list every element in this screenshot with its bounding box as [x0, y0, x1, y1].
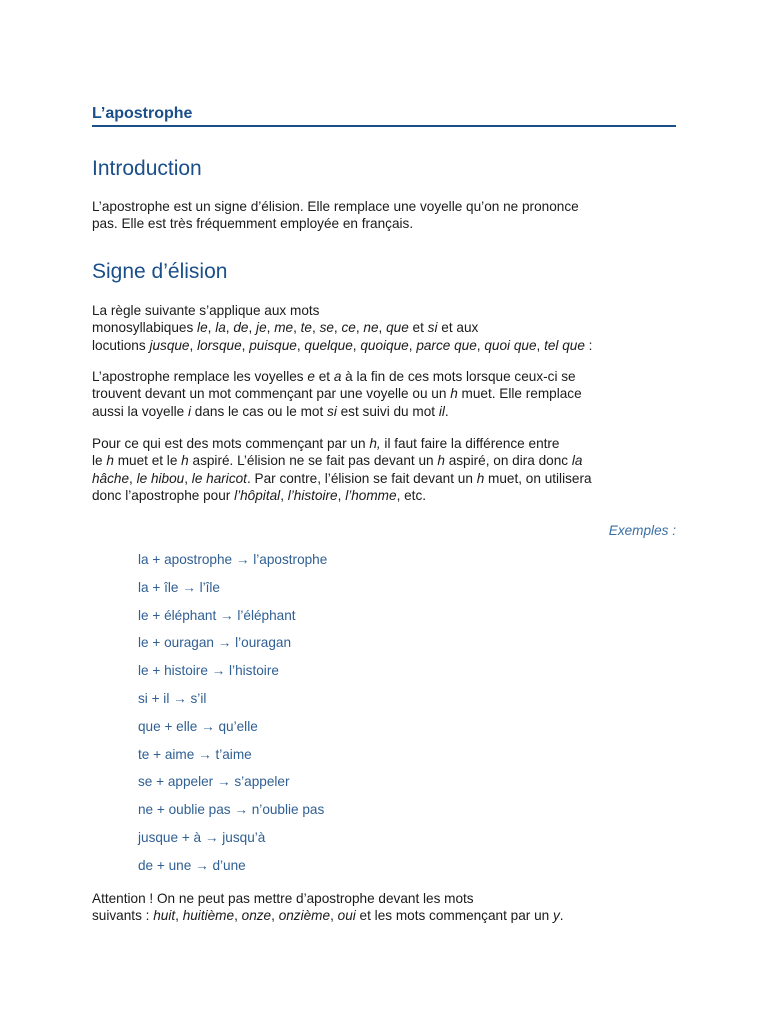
italic-text: huit — [153, 908, 176, 924]
examples-list — [138, 550, 327, 884]
text-run: , — [536, 337, 545, 353]
italic-text: quoique — [360, 337, 409, 353]
italic-text: h — [106, 453, 114, 469]
text-run: . — [444, 403, 449, 419]
text-run: , — [184, 470, 192, 486]
text-run: muet. Elle remplace — [457, 386, 582, 402]
text-run: locutions — [92, 337, 150, 353]
text-run: , — [408, 337, 417, 353]
text-run: suivants : — [92, 908, 154, 924]
attention-paragraph — [92, 890, 676, 925]
italic-text: h — [476, 470, 485, 486]
text-run: aspiré, on dira donc — [444, 453, 572, 469]
text-run: est suivi du mot — [336, 403, 439, 419]
italic-text: onzième — [278, 908, 331, 924]
text-run: . Par contre, l’élision se fait devant un — [246, 470, 477, 486]
text-run: il faut faire la différence entre — [380, 436, 560, 451]
text-run: Pour ce qui est des mots commençant par un — [92, 436, 370, 451]
italic-text: si — [427, 320, 438, 336]
italic-text: h, — [369, 436, 381, 451]
italic-text: hâche — [92, 470, 130, 486]
italic-text: l’homme — [345, 488, 397, 504]
text-run: , — [189, 337, 198, 353]
text-run: , — [248, 320, 257, 336]
italic-text: ne — [363, 320, 379, 336]
italic-text: puisque — [249, 337, 297, 353]
italic-text: quelque — [304, 337, 353, 353]
italic-text: parce que — [416, 337, 477, 353]
text-run: Attention ! On ne peut pas mettre d’apostrophe devant les mots — [92, 891, 474, 906]
italic-text: la — [571, 453, 583, 469]
text-run: , — [337, 488, 346, 504]
document-title: L’apostrophe — [92, 104, 676, 127]
text-run: , — [352, 337, 361, 353]
text-run: , — [296, 337, 305, 353]
italic-text: que — [386, 320, 409, 336]
example-item: le + éléphant → l’éléphant — [138, 607, 296, 623]
example-item: de + une → d’une — [138, 857, 246, 873]
italic-text: te — [300, 320, 312, 336]
italic-text: tel que — [544, 337, 585, 353]
text-run: et — [314, 369, 334, 384]
example-item: que + elle → qu’elle — [138, 718, 258, 734]
text-run: monosyllabiques — [92, 320, 198, 336]
text-run: , — [280, 488, 288, 504]
italic-text: a — [333, 369, 342, 384]
text-run: , — [175, 908, 183, 924]
example-item: te + aime → t’aime — [138, 746, 252, 762]
text-run: aspiré. L’élision ne se fait pas devant un — [188, 453, 438, 469]
text-run: , — [271, 908, 279, 924]
text-run: et aux — [437, 320, 479, 336]
italic-text: ce — [341, 320, 356, 336]
italic-text: si — [327, 403, 337, 419]
italic-text: e — [307, 369, 315, 384]
text-run: L’apostrophe remplace les voyelles — [92, 369, 308, 384]
example-item: se + appeler → s’appeler — [138, 774, 290, 790]
italic-text: y — [552, 908, 560, 924]
intro-paragraph — [92, 198, 676, 233]
italic-text: se — [319, 320, 334, 336]
text-run: L’apostrophe est un signe d’élision. Elle remplace une voyelle qu’on ne prononce — [92, 199, 579, 214]
text-run: et les mots commençant par un — [355, 908, 553, 924]
text-run: , — [355, 320, 364, 336]
text-run: dans le cas ou le mot — [191, 403, 328, 419]
rule-paragraph — [92, 302, 676, 354]
example-item: le + histoire → l’histoire — [138, 663, 279, 679]
italic-text: lorsque — [197, 337, 242, 353]
italic-text: me — [274, 320, 294, 336]
italic-text: jusque — [149, 337, 190, 353]
text-run: , — [266, 320, 275, 336]
italic-text: onze — [241, 908, 272, 924]
italic-text: quoi que — [484, 337, 537, 353]
text-run: , etc. — [396, 488, 427, 504]
example-item: la + île → l’île — [138, 579, 220, 595]
text-run: , — [207, 320, 216, 336]
italic-text: huitième — [182, 908, 235, 924]
italic-text: le haricot — [191, 470, 247, 486]
text-run: aussi la voyelle — [92, 403, 188, 419]
examples-label: Exemples : — [608, 523, 676, 538]
italic-text: de — [233, 320, 249, 336]
italic-text: l’histoire — [287, 488, 338, 504]
text-run: muet et le — [113, 453, 182, 469]
italic-text: i — [187, 403, 191, 419]
italic-text: je — [256, 320, 267, 336]
text-run: muet, on utilisera — [484, 470, 592, 486]
text-run: trouvent devant un mot commençant par une voyelle ou un — [92, 386, 451, 402]
italic-text: le hibou — [136, 470, 185, 486]
text-run: pas. Elle est très fréquemment employée en français. — [92, 216, 414, 232]
example-item: la + apostrophe → l’apostrophe — [138, 552, 328, 567]
italic-text: h — [437, 453, 445, 469]
text-run: et — [408, 320, 428, 336]
text-run: , — [225, 320, 234, 336]
text-run: , — [476, 337, 485, 353]
italic-text: h — [181, 453, 189, 469]
h-aspire-paragraph — [92, 435, 676, 505]
text-run: . — [559, 908, 564, 924]
example-item: le + ouragan → l’ouragan — [138, 635, 292, 651]
text-run: donc l’apostrophe pour — [92, 488, 235, 504]
example-item: jusque + à → jusqu’à — [138, 829, 266, 845]
example-item: ne + oublie pas → n’oublie pas — [138, 802, 325, 818]
italic-text: il — [438, 403, 445, 419]
italic-text: l’hôpital — [234, 488, 281, 504]
text-run: , — [378, 320, 387, 336]
heading-introduction: Introduction — [92, 157, 202, 180]
example-item: si + il → s’il — [138, 690, 207, 706]
text-run: le — [92, 453, 107, 469]
text-run: à la fin de ces mots lorsque ceux-ci se — [341, 369, 576, 384]
text-run: : — [584, 337, 593, 353]
italic-text: h — [450, 386, 458, 402]
text-run: , — [129, 470, 137, 486]
text-run: , — [241, 337, 250, 353]
text-run: , — [234, 908, 242, 924]
heading-signe-elision: Signe d’élision — [92, 260, 228, 283]
text-run: , — [333, 320, 342, 336]
italic-text: oui — [337, 908, 356, 924]
text-run: , — [330, 908, 338, 924]
italic-text: le — [197, 320, 208, 336]
italic-text: la — [215, 320, 226, 336]
text-run: , — [312, 320, 320, 336]
replacement-paragraph — [92, 368, 676, 420]
text-run: La règle suivante s’applique aux mots — [92, 303, 320, 318]
text-run: , — [293, 320, 301, 336]
